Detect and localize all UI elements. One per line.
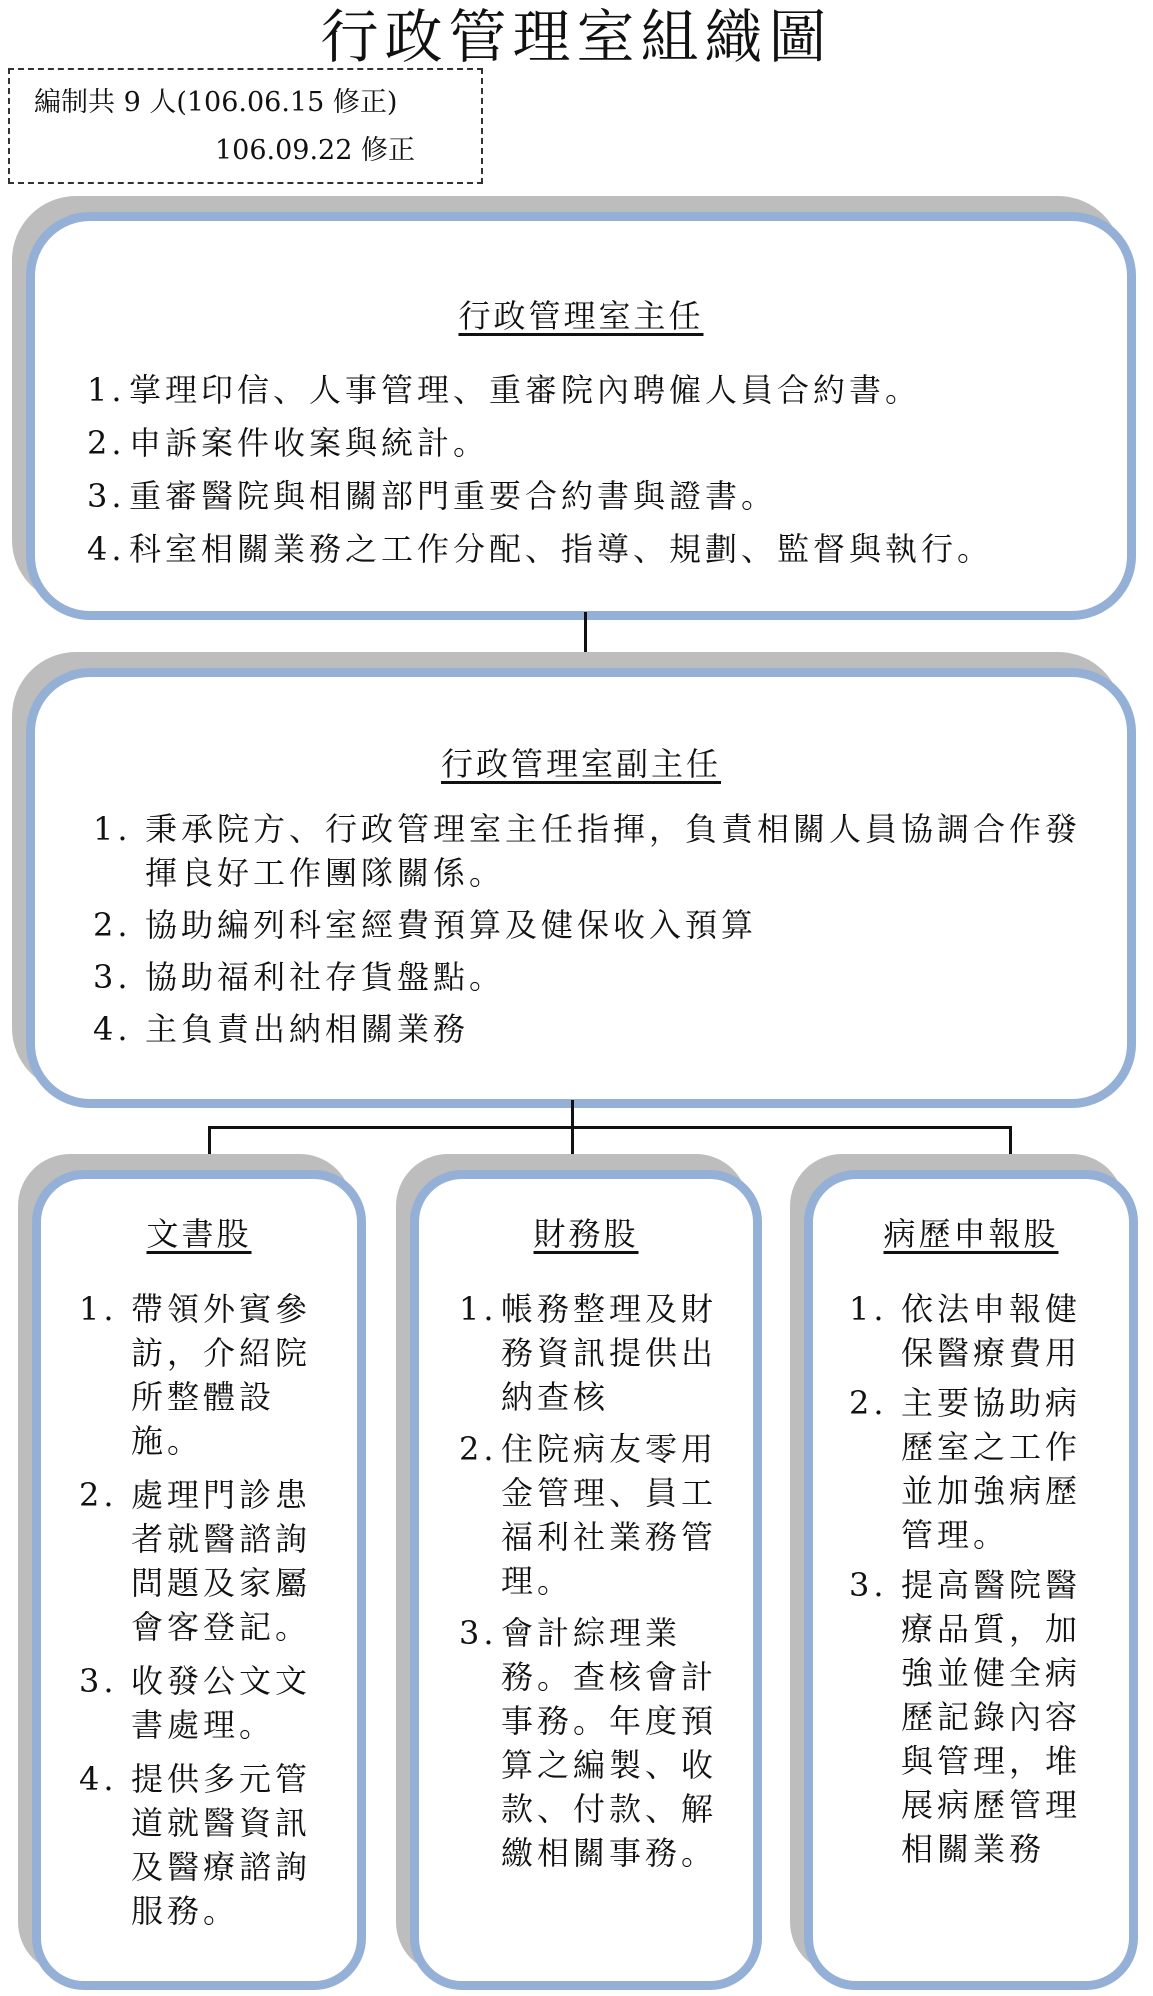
duty-text: 帳務整理及財務資訊提供出納查核	[501, 1290, 718, 1416]
medical-records-title: 病歷申報股	[883, 1215, 1059, 1253]
duty-number: 3.	[93, 958, 132, 996]
director-box	[26, 212, 1136, 620]
staffing-note-line-2: 106.09.22 修正	[215, 135, 415, 166]
chart-title: 行政管理室組織圖	[320, 3, 833, 71]
duty-number: 2.	[79, 1476, 118, 1514]
deputy-title: 行政管理室副主任	[440, 745, 721, 783]
director-title: 行政管理室主任	[458, 297, 704, 335]
duty-text: 收發公文文書處理。	[131, 1662, 312, 1744]
documents-duty-1	[79, 1287, 339, 1463]
duty-number: 4.	[93, 1010, 132, 1048]
duty-number: 3.	[87, 477, 126, 515]
finance-box	[410, 1170, 762, 1990]
duty-text: 住院病友零用金管理、員工福利社業務管理。	[501, 1430, 718, 1600]
director-duty-4	[87, 526, 1107, 579]
duty-number: 2.	[849, 1384, 888, 1422]
documents-box	[32, 1170, 366, 1990]
duty-number: 1.	[459, 1290, 498, 1328]
duty-text: 秉承院方、行政管理室主任指揮，負責相關人員協調合作發揮良好工作團隊關係。	[145, 810, 1082, 892]
finance-duty-3	[459, 1611, 731, 1875]
duty-text: 會計綜理業務。查核會計事務。年度預算之編製、收款、付款、解繳相關事務。	[501, 1614, 718, 1872]
deputy-duty-list	[35, 807, 1127, 1051]
duty-number: 2.	[87, 424, 126, 462]
duty-number: 3.	[459, 1614, 498, 1652]
medical-records-duty-2	[849, 1381, 1113, 1557]
duty-text: 掌理印信、人事管理、重審院內聘僱人員合約書。	[129, 371, 922, 409]
staffing-note-line-1: 編制共 9 人(106.06.15 修正)	[34, 87, 398, 118]
director-duty-1	[87, 367, 1107, 420]
medical-records-duty-list	[813, 1287, 1129, 1871]
duty-text: 重審醫院與相關部門重要合約書與證書。	[129, 477, 778, 515]
duty-number: 1.	[87, 371, 126, 409]
connector-horizontal-bar	[208, 1126, 1012, 1129]
duty-text: 協助福利社存貨盤點。	[145, 958, 506, 996]
duty-text: 帶領外賓參訪，介紹院所整體設施。	[131, 1290, 312, 1460]
medical-records-duty-3	[849, 1563, 1113, 1871]
duty-text: 科室相關業務之工作分配、指導、規劃、監督與執行。	[129, 530, 994, 568]
documents-duty-3	[79, 1659, 339, 1747]
deputy-duty-1	[93, 807, 1091, 895]
staffing-note	[8, 68, 483, 184]
duty-text: 申訴案件收案與統計。	[129, 424, 490, 462]
duty-number: 3.	[849, 1566, 888, 1604]
duty-text: 處理門診患者就醫諮詢問題及家屬會客登記。	[131, 1476, 312, 1646]
documents-duty-2	[79, 1473, 339, 1649]
duty-text: 依法申報健保醫療費用	[901, 1290, 1082, 1372]
deputy-duty-2	[93, 903, 1091, 947]
director-duty-3	[87, 473, 1107, 526]
duty-number: 4.	[87, 530, 126, 568]
duty-number: 1.	[93, 810, 132, 848]
duty-text: 主負責出納相關業務	[145, 1010, 470, 1048]
director-duty-2	[87, 420, 1107, 473]
duty-number: 2.	[93, 906, 132, 944]
medical-records-duty-1	[849, 1287, 1113, 1375]
finance-duty-1	[459, 1287, 731, 1419]
director-duty-list	[35, 367, 1127, 579]
documents-title: 文書股	[146, 1215, 252, 1253]
duty-text: 協助編列科室經費預算及健保收入預算	[145, 906, 758, 944]
duty-number: 1.	[849, 1290, 888, 1328]
finance-title: 財務股	[533, 1215, 639, 1253]
deputy-duty-3	[93, 955, 1091, 999]
duty-number: 3.	[79, 1662, 118, 1700]
deputy-duty-4	[93, 1007, 1091, 1051]
duty-number: 1.	[79, 1290, 118, 1328]
duty-text: 主要協助病歷室之工作並加強病歷管理。	[901, 1384, 1082, 1554]
duty-text: 提供多元管道就醫資訊及醫療諮詢服務。	[131, 1760, 312, 1930]
documents-duty-4	[79, 1757, 339, 1933]
medical-records-box	[804, 1170, 1138, 1990]
deputy-box	[26, 668, 1136, 1108]
documents-duty-list	[41, 1287, 357, 1933]
duty-number: 4.	[79, 1760, 118, 1798]
finance-duty-list	[419, 1287, 753, 1875]
duty-text: 提高醫院醫療品質，加強並健全病歷記錄內容與管理，堆展病歷管理相關業務	[901, 1566, 1082, 1868]
finance-duty-2	[459, 1427, 731, 1603]
duty-number: 2.	[459, 1430, 498, 1468]
